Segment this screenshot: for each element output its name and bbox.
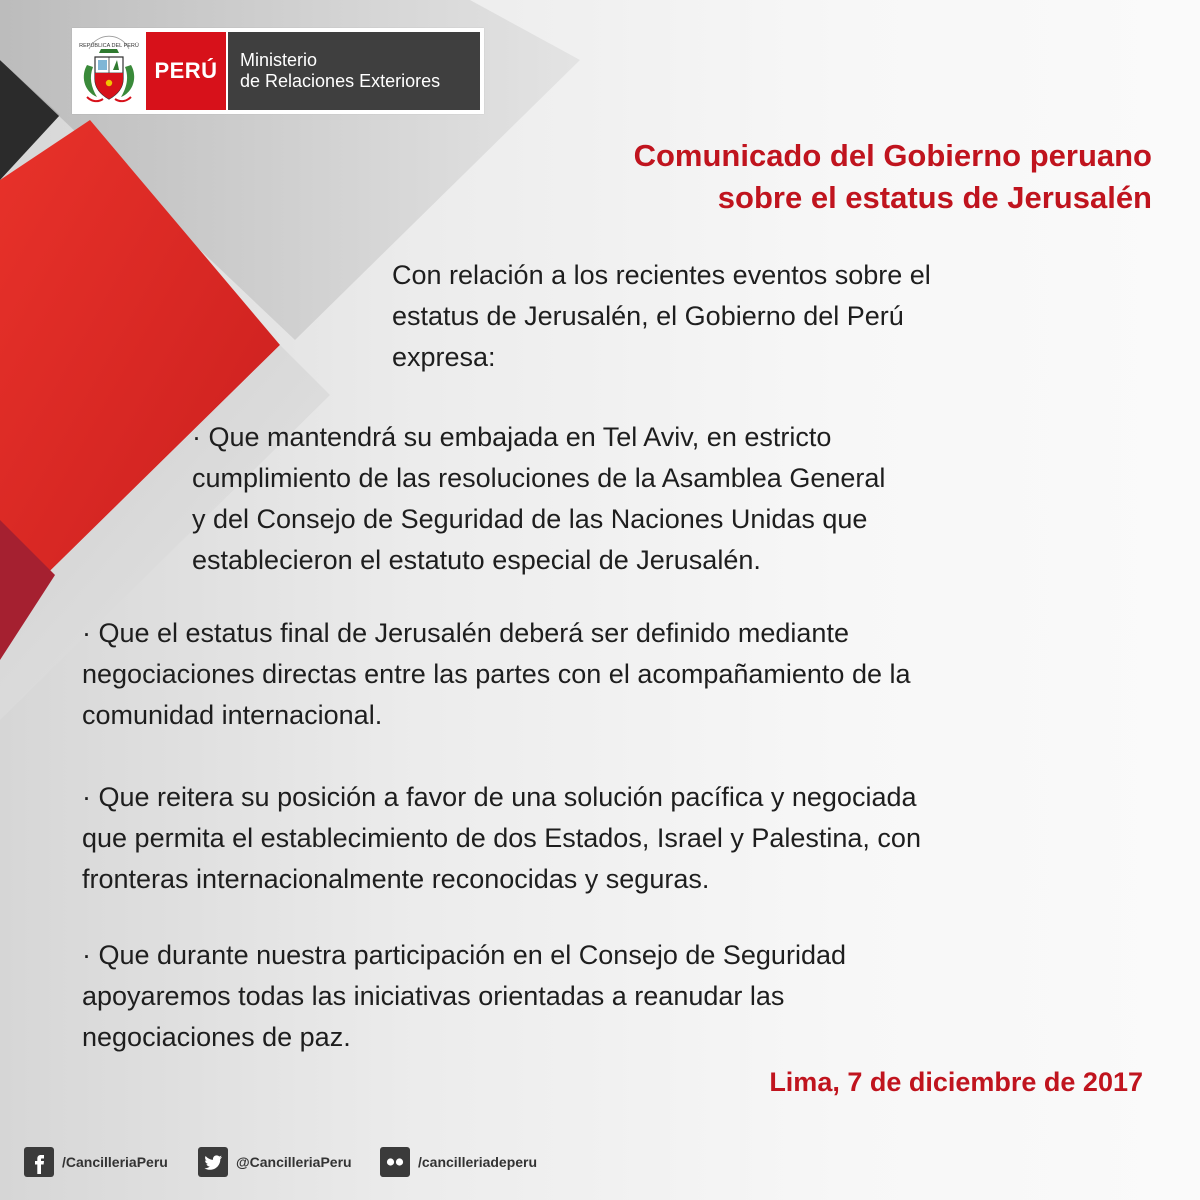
text-line: establecieron el estatuto especial de Jerusalén. [192, 545, 761, 575]
text-line: · Que mantendrá su embajada en Tel Aviv, en estricto [192, 422, 832, 452]
peru-coat-of-arms-icon [77, 35, 141, 107]
text-line: · Que reitera su posición a favor de una solución pacífica y negociada [82, 782, 917, 812]
facebook-handle: /CancilleriaPeru [62, 1154, 168, 1170]
peru-label: PERÚ [146, 32, 226, 110]
point-embassy [192, 417, 1147, 581]
text-line: · Que el estatus final de Jerusalén deberá ser definido mediante [82, 618, 849, 648]
text-line: fronteras internacionalmente reconocidas y seguras. [82, 864, 710, 894]
title-line-2: sobre el estatus de Jerusalén [717, 180, 1152, 215]
text-line: apoyaremos todas las iniciativas orientadas a reanudar las [82, 981, 785, 1011]
twitter-icon [198, 1147, 228, 1177]
facebook-icon [24, 1147, 54, 1177]
date-line: Lima, 7 de diciembre de 2017 [769, 1067, 1143, 1097]
text-line: expresa: [392, 342, 496, 372]
text-line: que permita el establecimiento de dos Estados, Israel y Palestina, con [82, 823, 921, 853]
title-line-1: Comunicado del Gobierno peruano [633, 138, 1152, 173]
page-title [392, 135, 1152, 219]
coat-of-arms [72, 28, 146, 114]
text-line: Con relación a los recientes eventos sobre el [392, 260, 931, 290]
ministry-logo [72, 28, 484, 114]
intro-paragraph [392, 255, 1147, 378]
point-final-status [82, 613, 1147, 736]
point-security-council [82, 935, 1147, 1058]
text-line: negociaciones directas entre las partes con el acompañamiento de la [82, 659, 911, 689]
svg-text:REPÚBLICA DEL PERÚ: REPÚBLICA DEL PERÚ [79, 43, 139, 49]
text-line: comunidad internacional. [82, 700, 383, 730]
text-line: negociaciones de paz. [82, 1022, 351, 1052]
text-line: estatus de Jerusalén, el Gobierno del Perú [392, 301, 904, 331]
point-two-states [82, 777, 1147, 900]
text-line: y del Consejo de Seguridad de las Naciones Unidas que [192, 504, 868, 534]
text-line: cumplimiento de las resoluciones de la Asamblea General [192, 463, 886, 493]
ministry-line-1: Ministerio [240, 50, 318, 70]
facebook-link[interactable] [24, 1146, 168, 1178]
ministry-name [228, 32, 480, 110]
flickr-handle: /cancilleriadeperu [418, 1154, 538, 1170]
twitter-handle: @CancilleriaPeru [236, 1154, 352, 1170]
ministry-line-2: de Relaciones Exteriores [240, 71, 441, 91]
twitter-link[interactable] [198, 1146, 352, 1178]
flickr-link[interactable] [380, 1146, 537, 1178]
flickr-icon [380, 1147, 410, 1177]
text-line: · Que durante nuestra participación en el Consejo de Seguridad [82, 940, 846, 970]
